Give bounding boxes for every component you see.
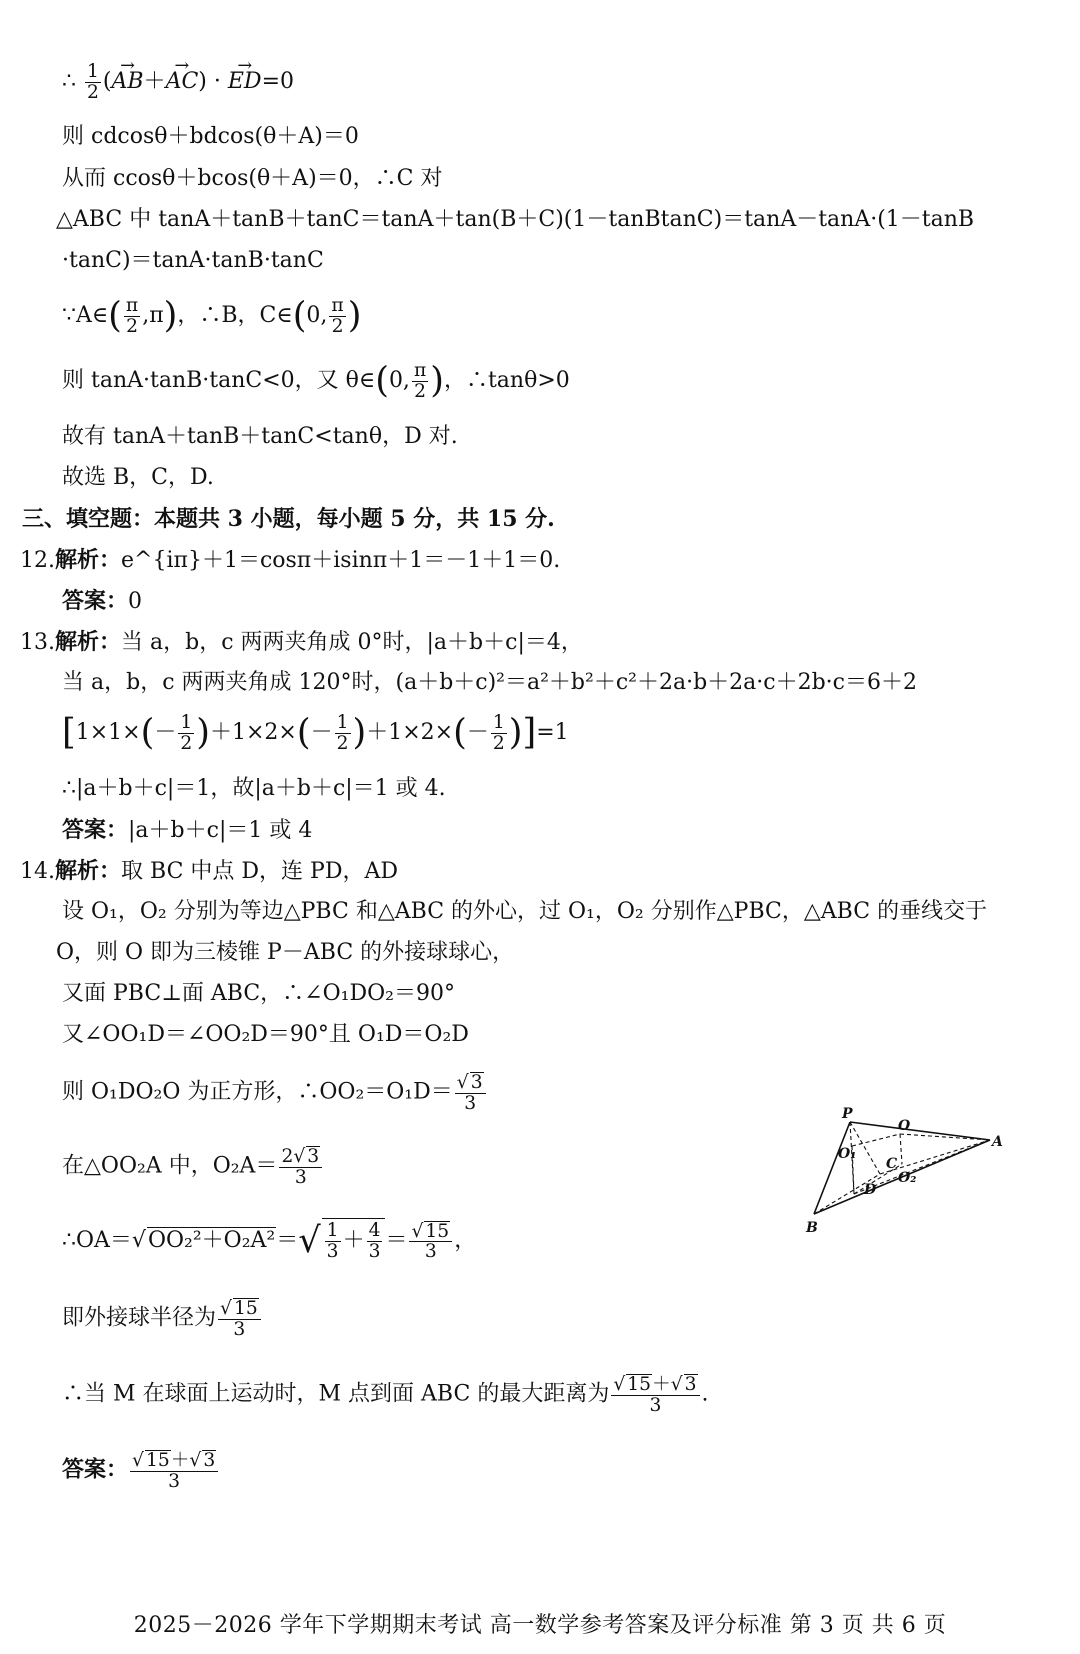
pyramid-figure (806, 1106, 1040, 1266)
q14-line-8-text: ∴OA＝ (62, 1228, 132, 1254)
q12-answer (62, 588, 142, 615)
q13-line-3-end: =1 (536, 720, 569, 746)
figure-label-A: A (992, 1134, 1003, 1150)
edge-PB (814, 1122, 850, 1214)
q14-line-3: O，则 O 即为三棱锥 P－ABC 的外接球球心， (56, 940, 515, 965)
figure-label-O2: O₂ (898, 1170, 917, 1186)
q14-line-9-text: 即外接球半径为 (62, 1305, 217, 1331)
q14-line-1: 取 BC 中点 D，连 PD，AD (121, 859, 399, 884)
q12-analysis (20, 547, 560, 574)
q14-line-7-text: 在△OO₂A 中，O₂A＝ (62, 1153, 278, 1179)
edge-PA (850, 1122, 990, 1140)
line-8: 故有 tanA＋tanB＋tanC<tanθ，D 对. (62, 424, 458, 449)
q13-label: 解析： (55, 629, 122, 655)
q14-line-7: 在△OO₂A 中，O₂A＝ $\frac{2√ 3}{3}$ (62, 1146, 324, 1187)
q14-answer: 答案： $\frac{√ 15+√ 3}{3}$ (62, 1450, 220, 1491)
section-3-heading: 三、填空题：本题共 3 小题，每小题 5 分，共 15 分. (22, 506, 555, 532)
therefore-clause: ，∴B，C∈ (177, 303, 293, 329)
q14-line-9: 即外接球半径为 $\frac{√ 15}{3}$ (62, 1298, 263, 1339)
edge-O1O (852, 1134, 900, 1146)
because-clause: ∵A∈ (62, 303, 109, 329)
q13-number: 13. (20, 630, 55, 655)
q12-text: e^{iπ}＋1＝cosπ＋isinπ＋1＝－1＋1＝0. (121, 548, 561, 573)
q12-label: 解析： (55, 547, 122, 573)
q12-answer-value: 0 (128, 589, 143, 614)
line-7-part-a: 则 tanA·tanB·tanC<0，又 θ∈ (62, 368, 376, 394)
q14-line-5: 又∠OO₁D＝∠OO₂D＝90°且 O₁D＝O₂D (62, 1022, 469, 1047)
line-6: ∵A∈( $\frac{\pi}{2}$ ,π)，∴B，C∈(0, $\frac{\pi}{2}$ ) (62, 295, 362, 337)
q14-number: 14. (20, 859, 55, 884)
q14-line-10-end: . (701, 1381, 709, 1407)
q13-line-4: ∴|a＋b＋c|＝1，故|a＋b＋c|＝1 或 4. (62, 776, 446, 801)
line-7-part-b: ，∴tanθ>0 (443, 368, 570, 394)
q13-answer (62, 817, 312, 844)
page-footer: 2025－2026 学年下学期期末考试 高一数学参考答案及评分标准 第 3 页 共 6 页 (133, 1613, 947, 1638)
q14-line-2: 设 O₁，O₂ 分别为等边△PBC 和△ABC 的外心，过 O₁，O₂ 分别作△PBC，△ABC 的垂线交于 (62, 899, 988, 924)
line-9: 故选 B，C，D. (62, 465, 214, 490)
q14-line-6: 则 O₁DO₂O 为正方形，∴OO₂＝O₁D＝ $\frac{√ 3}{3}$ (62, 1072, 488, 1113)
q14-line-6-text: 则 O₁DO₂O 为正方形，∴OO₂＝O₁D＝ (62, 1079, 453, 1105)
q13-analysis (20, 629, 583, 656)
q12-answer-label: 答案： (62, 588, 129, 614)
q14-line-4: 又面 PBC⊥面 ABC，∴∠O₁DO₂＝90° (62, 981, 455, 1006)
q13-line-1: 当 a，b，c 两两夹角成 0°时，|a＋b＋c|＝4， (121, 630, 583, 655)
line-7: 则 tanA·tanB·tanC<0，又 θ∈(0, $\frac{\pi}{2}$ )，∴tanθ>0 (62, 360, 570, 402)
therefore-symbol: ∴ (62, 69, 76, 95)
figure-label-O: O (898, 1118, 911, 1134)
line-4: △ABC 中 tanA＋tanB＋tanC＝tanA＋tan(B＋C)(1－tanBtanC)＝tanA－tanA·(1－tanB (56, 207, 975, 232)
dot-symbol: · (213, 69, 221, 95)
fraction-one-half: $\frac{1}{2}$ (87, 61, 99, 103)
q12-number: 12. (20, 548, 55, 573)
line-2: 则 cdcosθ＋bdcos(θ＋A)＝0 (62, 124, 359, 149)
equals-zero: =0 (261, 69, 295, 95)
edge-OO2 (900, 1134, 902, 1164)
q14-line-10: ∴当 M 在球面上运动时，M 点到面 ABC 的最大距离为 $\frac{√ 15+√ 3}{3}$ . (62, 1374, 709, 1416)
figure-label-O1: O₁ (838, 1146, 857, 1162)
q13-line-3: [1×1×(－ $\frac{1}{2}$ )＋1×2×(－ $\frac{1}{2}$ )＋1×2×(－ $\frac{1}{2}$ )]=1 (62, 712, 569, 754)
q14-line-10-text: ∴当 M 在球面上运动时，M 点到面 ABC 的最大距离为 (62, 1381, 610, 1407)
q14-answer-label: 答案： (62, 1456, 129, 1483)
line-3: 从而 ccosθ＋bcos(θ＋A)＝0，∴C 对 (62, 166, 443, 191)
figure-solid-edges (814, 1122, 990, 1214)
figure-label-D: D (864, 1182, 877, 1198)
q14-line-8: ∴OA＝√OO₂²＋O₂A²＝√ $\frac{1}{3}$ ＋ $\frac{4}{3}$ ＝ $\frac{√ 15}{3}$ ， (62, 1220, 477, 1263)
q14-label: 解析： (55, 858, 122, 884)
q13-line-2: 当 a，b，c 两两夹角成 120°时，(a＋b＋c)²＝a²＋b²＋c²＋2a·b＋2a·c＋2b·c＝6＋2 (62, 670, 917, 695)
line-5: ·tanC)＝tanA·tanB·tanC (62, 248, 324, 273)
figure-label-P: P (842, 1106, 853, 1122)
figure-label-C: C (886, 1156, 898, 1172)
q13-answer-label: 答案： (62, 817, 129, 843)
q13-answer-value: |a＋b＋c|＝1 或 4 (128, 818, 313, 843)
vector-dot-product-line: ∴ $\frac{1}{2}$ (→ AB＋→ AC) · → ED=0 (62, 62, 294, 102)
figure-label-B: B (806, 1220, 818, 1236)
q14-analysis (20, 858, 398, 885)
